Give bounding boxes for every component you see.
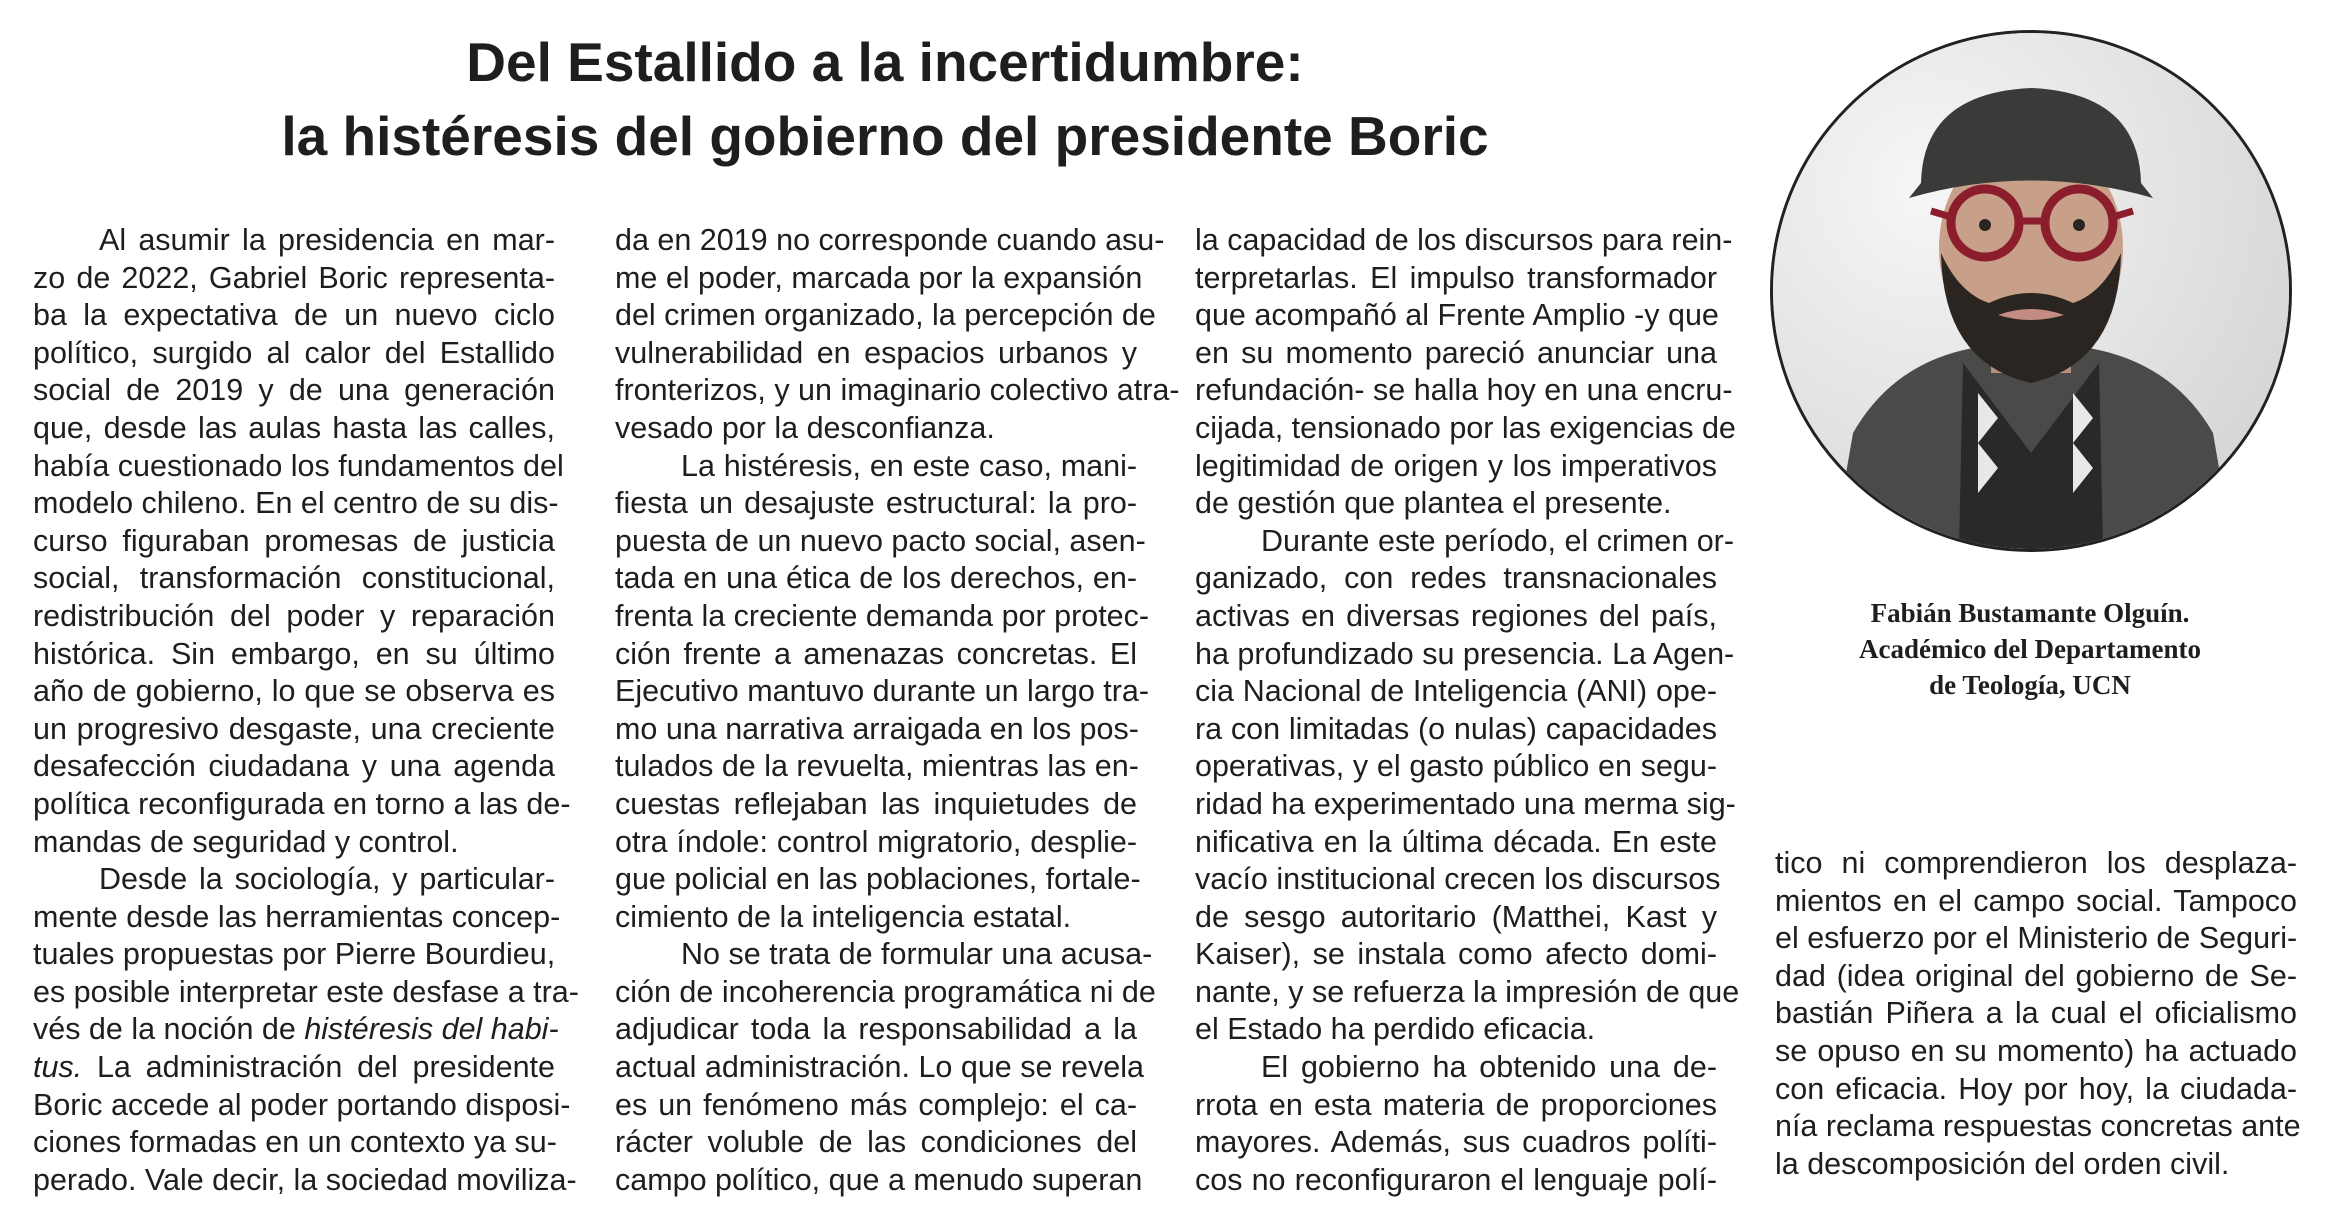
text-line: vacío institucional crecen los discursos — [1195, 862, 1721, 897]
text-line: se opuso en su momento) ha actuado — [1775, 1033, 2297, 1068]
article-headline — [0, 25, 1770, 173]
headline-line-1: Del Estallido a la incertidumbre: — [466, 31, 1304, 93]
text-line: mientos en el campo social. Tampoco — [1775, 883, 2297, 918]
photo-caption — [1780, 595, 2280, 703]
text-line: activas en diversas regiones del país, — [1195, 598, 1717, 633]
text-line: político, surgido al calor del Estallido — [33, 335, 555, 370]
text-line: tus. La administración del presidente — [33, 1050, 555, 1085]
text-line: cijada, tensionado por las exigencias de — [1195, 410, 1736, 445]
text-line: La histéresis, en este caso, mani- — [681, 448, 1137, 483]
text-line: actual administración. Lo que se revela — [615, 1050, 1144, 1085]
author-portrait-icon — [1773, 33, 2289, 549]
text-line: un progresivo desgaste, una creciente — [33, 711, 555, 746]
text-line: Desde la sociología, y particular- — [99, 862, 555, 897]
author-photo — [1770, 30, 2292, 552]
text-line: tada en una ética de los derechos, en- — [615, 561, 1137, 596]
text-line: con eficacia. Hoy por hoy, la ciudada- — [1775, 1071, 2297, 1106]
text-line: de sesgo autoritario (Matthei, Kast y — [1195, 899, 1717, 934]
text-line: nía reclama respuestas concretas ante — [1775, 1109, 2301, 1144]
text-line: ha profundizado su presencia. La Agen- — [1195, 636, 1735, 671]
text-line: Kaiser), se instala como afecto domi- — [1195, 937, 1717, 972]
text-line: había cuestionado los fundamentos del — [33, 448, 564, 483]
text-line: ganizado, con redes transnacionales — [1195, 561, 1717, 596]
text-line: cuestas reflejaban las inquietudes de — [615, 786, 1137, 821]
text-line: tuales propuestas por Pierre Bourdieu, — [33, 937, 556, 972]
text-line: histórica. Sin embargo, en su último — [33, 636, 555, 671]
text-line: nificativa en la última década. En este — [1195, 824, 1717, 859]
text-line: Al asumir la presidencia en mar- — [99, 223, 555, 257]
text-line: es un fenómeno más complejo: el ca- — [615, 1087, 1137, 1122]
text-line: redistribución del poder y reparación — [33, 598, 555, 633]
text-line: Durante este período, el crimen or- — [1261, 523, 1734, 558]
text-line: me el poder, marcada por la expansión — [615, 260, 1143, 295]
text-line: refundación- se halla hoy en una encru- — [1195, 373, 1733, 408]
text-line: social de 2019 y de una generación — [33, 373, 555, 408]
text-line: en su momento pareció anunciar una — [1195, 335, 1717, 370]
text-line: operativas, y el gasto público en segu- — [1195, 749, 1717, 784]
text-line: tulados de la revuelta, mientras las en- — [615, 749, 1139, 784]
text-line: año de gobierno, lo que se observa es — [33, 674, 555, 709]
text-line: nante, y se refuerza la impresión de que — [1195, 974, 1740, 1009]
text-line: el esfuerzo por el Ministerio de Seguri- — [1775, 921, 2298, 956]
text-line: política reconfigurada en torno a las de- — [33, 786, 571, 821]
text-line: adjudicar toda la responsabilidad a la — [615, 1012, 1137, 1047]
text-line: legitimidad de origen y los imperativos — [1195, 448, 1717, 483]
text-line: el Estado ha perdido eficacia. — [1195, 1012, 1596, 1047]
text-line: campo político, que a menudo superan — [615, 1162, 1143, 1197]
text-line: fiesta un desajuste estructural: la pro- — [615, 486, 1137, 521]
text-line: cimiento de la inteligencia estatal. — [615, 899, 1072, 934]
text-line: vesado por la desconfianza. — [615, 410, 995, 445]
text-line: ba la expectativa de un nuevo ciclo — [33, 298, 555, 333]
text-line: otra índole: control migratorio, desplie- — [615, 824, 1137, 859]
text-line: Ejecutivo mantuvo durante un largo tra- — [615, 674, 1150, 709]
article-column-3 — [1195, 222, 1740, 1199]
text-line: da en 2019 no corresponde cuando asu- — [615, 223, 1165, 257]
author-title: Académico del Departamento — [1859, 634, 2201, 664]
author-name: Fabián Bustamante Olguín. — [1870, 598, 2190, 628]
text-line: rácter voluble de las condiciones del — [615, 1125, 1137, 1160]
text-line: bastián Piñera a la cual el oficialismo — [1775, 996, 2297, 1031]
text-line: que, desde las aulas hasta las calles, — [33, 410, 555, 445]
text-line: del crimen organizado, la percepción de — [615, 298, 1156, 333]
text-line: cia Nacional de Inteligencia (ANI) ope- — [1195, 674, 1717, 709]
text-line: puesta de un nuevo pacto social, asen- — [615, 523, 1146, 558]
headline-line-2: la histéresis del gobierno del presidente Boric — [281, 105, 1489, 167]
text-line: modelo chileno. En el centro de su dis- — [33, 486, 559, 521]
text-line: dad (idea original del gobierno de Se- — [1775, 958, 2297, 993]
text-line: El gobierno ha obtenido una de- — [1261, 1050, 1717, 1085]
text-line: ción de incoherencia programática ni de — [615, 974, 1156, 1009]
text-line: cos no reconfiguraron el lenguaje polí- — [1195, 1162, 1717, 1197]
text-line: No se trata de formular una acusa- — [681, 937, 1153, 972]
text-line: frenta la creciente demanda por protec- — [615, 598, 1150, 633]
text-line: ra con limitadas (o nulas) capacidades — [1195, 711, 1717, 746]
text-line: ción frente a amenazas concretas. El — [615, 636, 1137, 671]
text-line: de gestión que plantea el presente. — [1195, 486, 1672, 521]
text-line: curso figuraban promesas de justicia — [33, 523, 555, 558]
text-line: es posible interpretar este desfase a tra- — [33, 974, 579, 1009]
article-column-1 — [33, 222, 579, 1199]
text-line: mo una narrativa arraigada en los pos- — [615, 711, 1139, 746]
text-line: zo de 2022, Gabriel Boric representa- — [33, 260, 555, 295]
text-line: perado. Vale decir, la sociedad moviliza- — [33, 1162, 577, 1197]
text-line: la descomposición del orden civil. — [1775, 1146, 2230, 1181]
text-line: ciones formadas en un contexto ya su- — [33, 1125, 557, 1160]
text-line: gue policial en las poblaciones, fortale- — [615, 862, 1141, 897]
text-line: vulnerabilidad en espacios urbanos y — [615, 335, 1137, 370]
text-line: vés de la noción de histéresis del habi- — [33, 1012, 559, 1047]
text-line: la capacidad de los discursos para rein- — [1195, 223, 1733, 257]
text-line: rrota en esta materia de proporciones — [1195, 1087, 1717, 1122]
text-line: Boric accede al poder portando disposi- — [33, 1087, 571, 1122]
author-institution: de Teología, UCN — [1929, 670, 2131, 700]
text-line: mente desde las herramientas concep- — [33, 899, 561, 934]
text-line: social, transformación constitucional, — [33, 561, 555, 596]
article-column-2 — [615, 222, 1180, 1199]
text-line: desafección ciudadana y una agenda — [33, 749, 555, 784]
text-line: fronterizos, y un imaginario colectivo atra- — [615, 373, 1180, 408]
article-column-4 — [1775, 845, 2301, 1183]
text-line: terpretarlas. El impulso transformador — [1195, 260, 1717, 295]
text-line: que acompañó al Frente Amplio -y que — [1195, 298, 1719, 333]
text-line: ridad ha experimentado una merma sig- — [1195, 786, 1736, 821]
text-line: tico ni comprendieron los desplaza- — [1775, 846, 2297, 880]
text-line: mayores. Además, sus cuadros políti- — [1195, 1125, 1717, 1160]
text-line: mandas de seguridad y control. — [33, 824, 459, 859]
